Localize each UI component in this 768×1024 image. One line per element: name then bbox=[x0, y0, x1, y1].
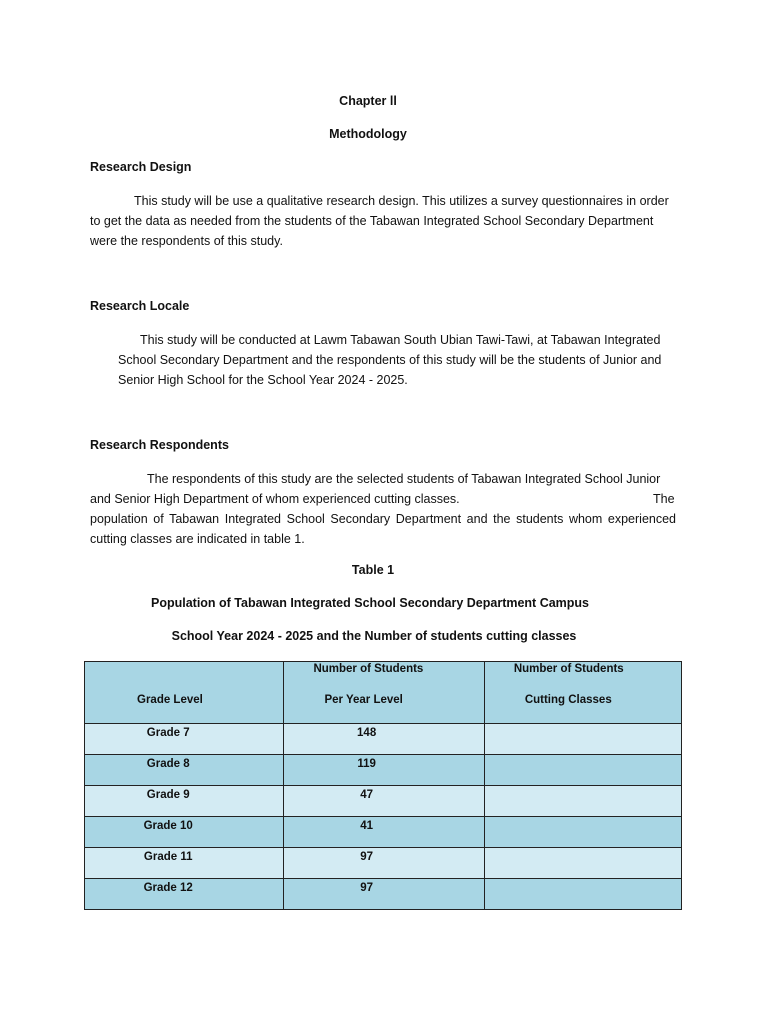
table-caption-1: Population of Tabawan Integrated School Secondary Department Campus bbox=[150, 596, 590, 610]
grade-label: Grade 10 bbox=[143, 820, 193, 832]
table-label: Table 1 bbox=[351, 563, 395, 577]
grade-cell bbox=[85, 848, 284, 879]
cutting-value bbox=[485, 724, 681, 727]
students-value: 97 bbox=[360, 882, 374, 894]
grade-label: Grade 9 bbox=[146, 789, 190, 801]
respondents-line-2a: and Senior High Department of whom experienced cutting classes. bbox=[90, 492, 460, 506]
grade-label: Grade 11 bbox=[143, 851, 193, 863]
locale-line-2: School Secondary Department and the respondents of this study will be the students of Junior and bbox=[118, 353, 662, 367]
design-line-3: were the respondents of this study. bbox=[90, 234, 283, 248]
table-row bbox=[85, 848, 682, 879]
students-cell bbox=[284, 724, 484, 755]
design-line-1: This study will be use a qualitative research design. This utilizes a survey questionnaires in order bbox=[134, 194, 669, 208]
grade-cell bbox=[85, 879, 284, 910]
header-grade-label: Grade Level bbox=[137, 694, 203, 706]
students-cell bbox=[284, 786, 484, 817]
students-value: 47 bbox=[360, 789, 374, 801]
table-row bbox=[85, 817, 682, 848]
respondents-line-1: The respondents of this study are the selected students of Tabawan Integrated School Junior bbox=[147, 472, 661, 486]
cutting-cell bbox=[484, 786, 681, 817]
table-row bbox=[85, 786, 682, 817]
cutting-cell bbox=[484, 724, 681, 755]
header-students-bottom: Per Year Level bbox=[324, 694, 403, 706]
header-cutting-bottom: Cutting Classes bbox=[524, 694, 612, 706]
header-grade-level bbox=[85, 662, 284, 724]
grade-cell bbox=[85, 724, 284, 755]
students-cell bbox=[284, 817, 484, 848]
respondents-line-2b: The bbox=[653, 492, 675, 506]
respondents-line-3: population of Tabawan Integrated School Secondary Department and the students whom experienced bbox=[90, 512, 676, 526]
population-table bbox=[84, 661, 682, 910]
header-cutting-top: Number of Students bbox=[513, 663, 624, 675]
table-row bbox=[85, 724, 682, 755]
locale-line-1: This study will be conducted at Lawm Tabawan South Ubian Tawi-Tawi, at Tabawan Integrated bbox=[140, 333, 661, 347]
students-value: 148 bbox=[357, 727, 377, 739]
students-value: 41 bbox=[360, 820, 374, 832]
students-cell bbox=[284, 879, 484, 910]
grade-label: Grade 8 bbox=[146, 758, 190, 770]
cutting-value bbox=[485, 817, 681, 820]
grade-cell bbox=[85, 786, 284, 817]
grade-cell bbox=[85, 817, 284, 848]
students-cell bbox=[284, 848, 484, 879]
students-value: 119 bbox=[357, 758, 376, 770]
research-locale-heading: Research Locale bbox=[90, 299, 190, 313]
research-respondents-heading: Research Respondents bbox=[90, 438, 229, 452]
table-header-row bbox=[85, 662, 682, 724]
grade-label: Grade 12 bbox=[143, 882, 193, 894]
respondents-line-4: cutting classes are indicated in table 1. bbox=[90, 532, 305, 546]
header-students-top: Number of Students bbox=[313, 663, 424, 675]
cutting-cell bbox=[484, 755, 681, 786]
grade-label: Grade 7 bbox=[146, 727, 190, 739]
students-cell bbox=[284, 755, 484, 786]
research-design-heading: Research Design bbox=[90, 160, 192, 174]
cutting-value bbox=[485, 879, 681, 882]
table-row bbox=[85, 879, 682, 910]
header-cutting-classes bbox=[484, 662, 681, 724]
locale-line-3: Senior High School for the School Year 2024 - 2025. bbox=[118, 373, 408, 387]
cutting-cell bbox=[484, 848, 681, 879]
students-value: 97 bbox=[360, 851, 374, 863]
cutting-value bbox=[485, 848, 681, 851]
header-students-per-year bbox=[284, 662, 484, 724]
grade-cell bbox=[85, 755, 284, 786]
page-title: Methodology bbox=[329, 127, 407, 141]
cutting-value bbox=[485, 786, 681, 789]
design-line-2: to get the data as needed from the students of the Tabawan Integrated School Secondary Department bbox=[90, 214, 654, 228]
cutting-value bbox=[485, 755, 681, 758]
cutting-cell bbox=[484, 879, 681, 910]
table-caption-2: School Year 2024 - 2025 and the Number of students cutting classes bbox=[171, 629, 577, 643]
chapter-heading: Chapter ll bbox=[339, 94, 397, 108]
cutting-cell bbox=[484, 817, 681, 848]
table-row bbox=[85, 755, 682, 786]
